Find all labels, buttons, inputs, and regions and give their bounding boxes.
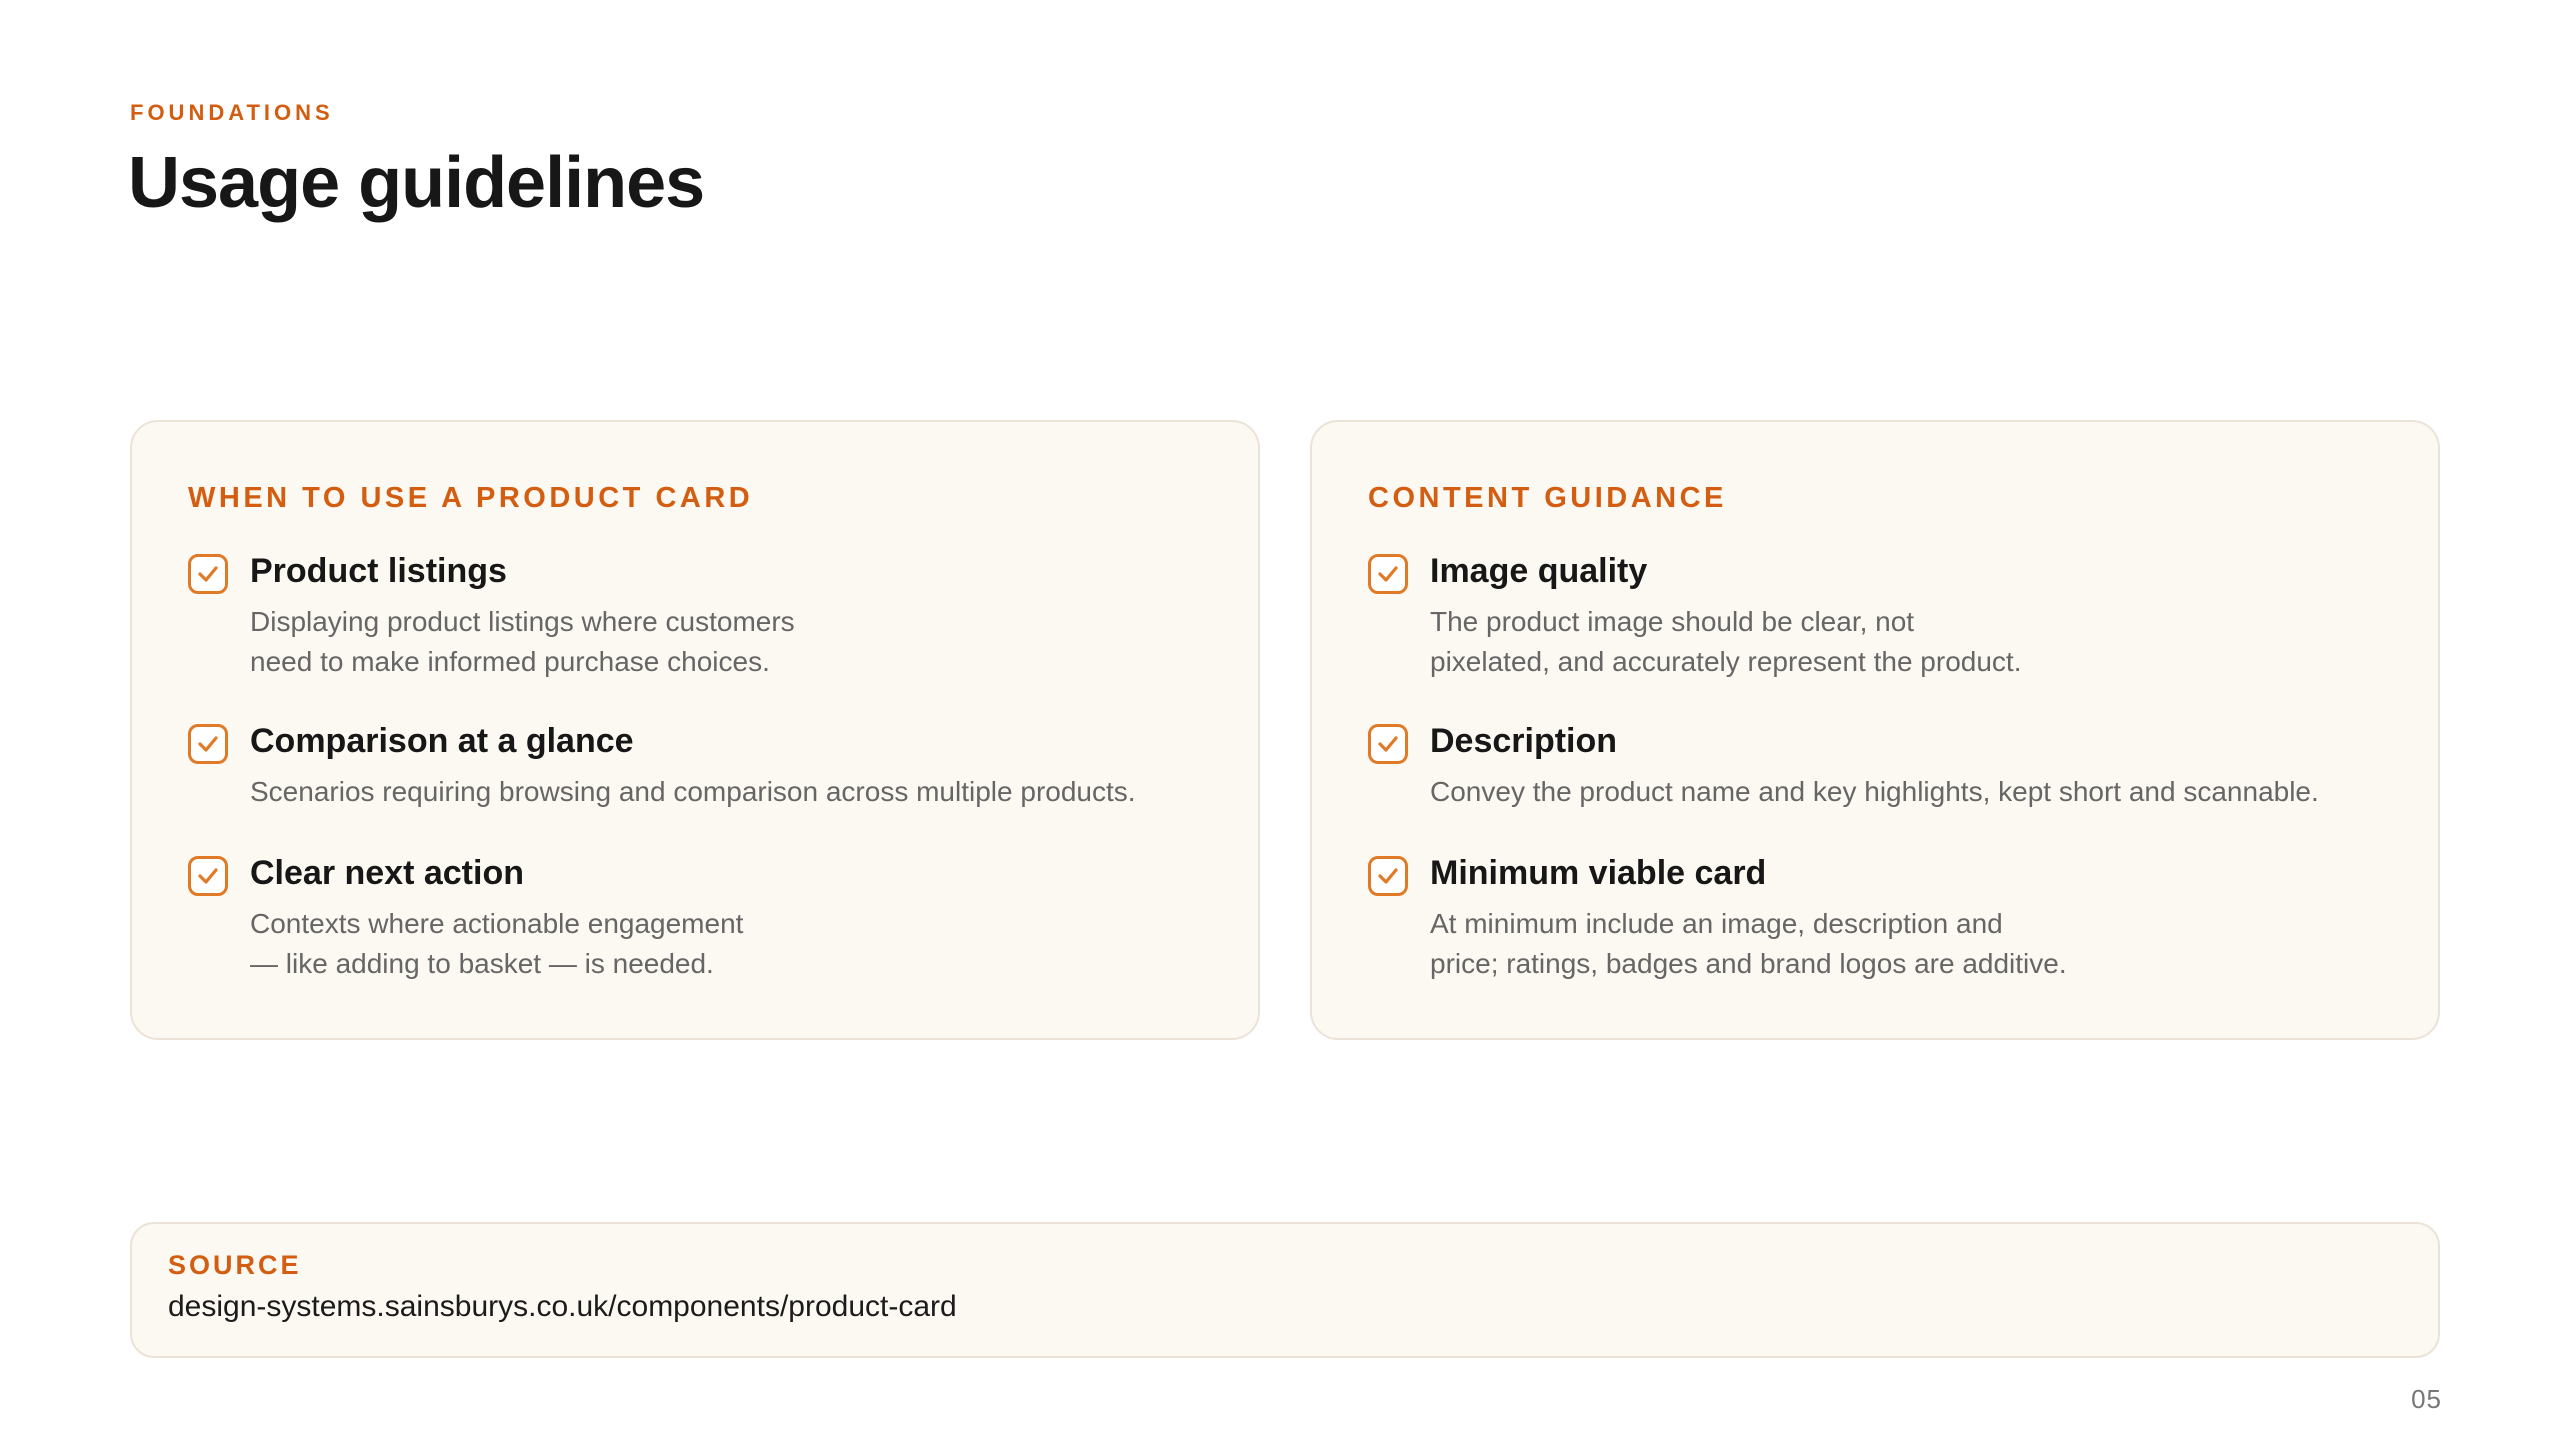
checkbox-checked-icon bbox=[188, 554, 228, 594]
item-description: Displaying product listings where customers need to make informed purchase choices. bbox=[250, 606, 795, 677]
page-title: Usage guidelines bbox=[128, 143, 705, 223]
item-description: At minimum include an image, description and price; ratings, badges and brand logos are additive. bbox=[1430, 908, 2067, 979]
item-description: The product image should be clear, not pixelated, and accurately represent the product. bbox=[1430, 606, 2022, 677]
item-description: Convey the product name and key highlights, kept short and scannable. bbox=[1430, 776, 2319, 807]
item-title: Product listings bbox=[250, 552, 507, 590]
card-heading: CONTENT GUIDANCE bbox=[1368, 482, 1727, 514]
item-title: Description bbox=[1430, 722, 1618, 760]
item-title: Minimum viable card bbox=[1430, 854, 1767, 892]
item-description: Contexts where actionable engagement — like adding to basket — is needed. bbox=[250, 908, 744, 979]
item-description: Scenarios requiring browsing and comparison across multiple products. bbox=[250, 776, 1136, 807]
item-title: Image quality bbox=[1430, 552, 1648, 590]
checkbox-checked-icon bbox=[1368, 724, 1408, 764]
source-panel bbox=[130, 1222, 2440, 1358]
page-number: 05 bbox=[2411, 1384, 2442, 1414]
checkbox-checked-icon bbox=[188, 724, 228, 764]
checkbox-checked-icon bbox=[1368, 856, 1408, 896]
card-heading: WHEN TO USE A PRODUCT CARD bbox=[188, 482, 754, 514]
content-guidance-card bbox=[1310, 420, 2440, 1040]
source-url: design-systems.sainsburys.co.uk/components/product-card bbox=[168, 1290, 957, 1323]
source-label: SOURCE bbox=[168, 1250, 302, 1280]
item-title: Comparison at a glance bbox=[250, 722, 634, 760]
item-title: Clear next action bbox=[250, 854, 524, 892]
when-to-use-card bbox=[130, 420, 1260, 1040]
eyebrow-label: FOUNDATIONS bbox=[130, 100, 334, 125]
checkbox-checked-icon bbox=[188, 856, 228, 896]
checkbox-checked-icon bbox=[1368, 554, 1408, 594]
